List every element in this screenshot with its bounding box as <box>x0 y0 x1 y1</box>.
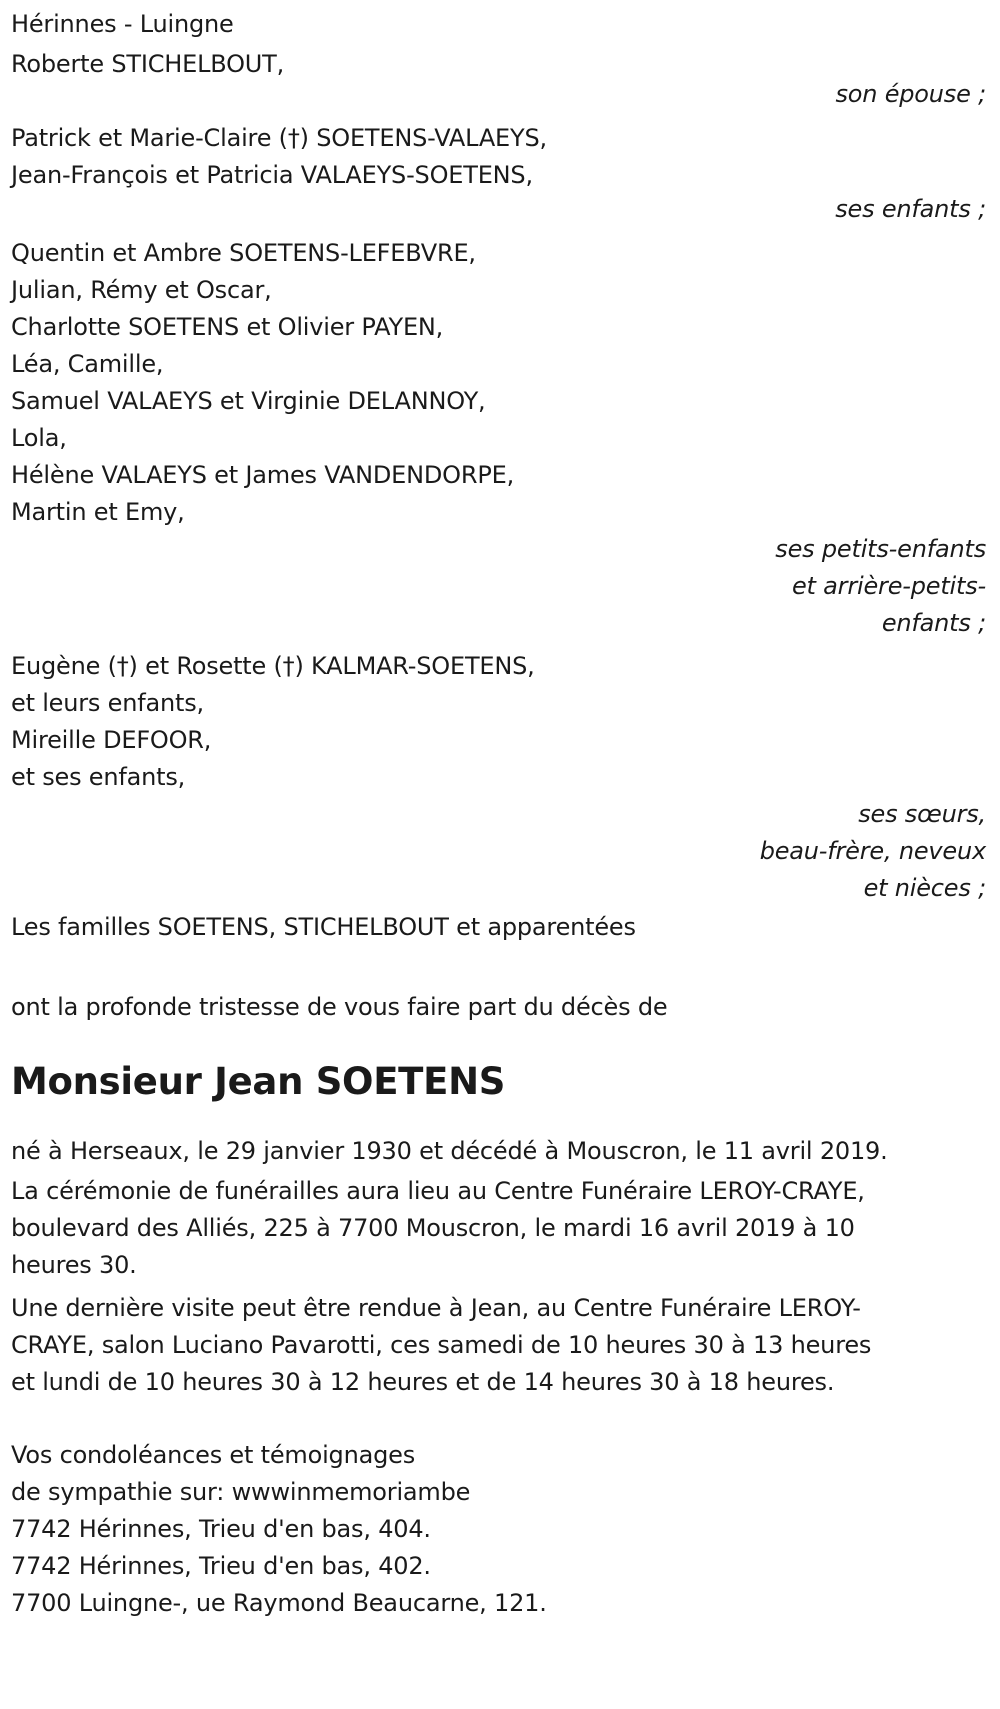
condolences-line: de sympathie sur: wwwinmemoriambe <box>11 1478 471 1506</box>
ceremony-line: La cérémonie de funérailles aura lieu au Centre Funéraire LEROY-CRAYE, <box>11 1177 865 1205</box>
grandchild-name: Julian, Rémy et Oscar, <box>11 276 272 304</box>
grandchild-name: Martin et Emy, <box>11 498 185 526</box>
ceremony-paragraph <box>11 1173 986 1284</box>
sibling-name: et ses enfants, <box>11 763 186 791</box>
spouse-role: son épouse ; <box>835 80 986 108</box>
grandchild-name: Hélène VALAEYS et James VANDENDORPE, <box>11 461 515 489</box>
grandchildren-role: et arrière-petits- <box>791 572 986 600</box>
grandchild-name: Samuel VALAEYS et Virginie DELANNOY, <box>11 387 486 415</box>
announcement-line: ont la profonde tristesse de vous faire part du décès de <box>11 993 668 1021</box>
visit-line: CRAYE, salon Luciano Pavarotti, ces samedi de 10 heures 30 à 13 heures <box>11 1331 872 1359</box>
siblings-role: beau-frère, neveux <box>759 837 986 865</box>
grandchild-name: Quentin et Ambre SOETENS-LEFEBVRE, <box>11 239 476 267</box>
ceremony-line: heures 30. <box>11 1251 137 1279</box>
grandchild-name: Charlotte SOETENS et Olivier PAYEN, <box>11 313 444 341</box>
sibling-name: et leurs enfants, <box>11 689 204 717</box>
condolences-line: Vos condoléances et témoignages <box>11 1441 415 1469</box>
children-role: ses enfants ; <box>835 195 986 223</box>
visit-line: et lundi de 10 heures 30 à 12 heures et de 14 heures 30 à 18 heures. <box>11 1368 835 1396</box>
address-line: 7700 Luingne-, ue Raymond Beaucarne, 121. <box>11 1589 547 1617</box>
children-name: Patrick et Marie-Claire (†) SOETENS-VALAEYS, <box>11 124 547 152</box>
address-line: 7742 Hérinnes, Trieu d'en bas, 404. <box>11 1515 431 1543</box>
sibling-name: Mireille DEFOOR, <box>11 726 212 754</box>
sibling-name: Eugène (†) et Rosette (†) KALMAR-SOETENS, <box>11 652 535 680</box>
siblings-role: ses sœurs, <box>858 800 986 828</box>
grandchildren-role: enfants ; <box>881 609 986 637</box>
birth-death-line: né à Herseaux, le 29 janvier 1930 et décédé à Mouscron, le 11 avril 2019. <box>11 1137 888 1165</box>
grandchildren-role: ses petits-enfants <box>775 535 986 563</box>
grandchild-name: Léa, Camille, <box>11 350 164 378</box>
ceremony-line: boulevard des Alliés, 225 à 7700 Mouscron, le mardi 16 avril 2019 à 10 <box>11 1214 855 1242</box>
location-line: Hérinnes - Luingne <box>11 10 234 38</box>
obituary-notice <box>11 0 985 1622</box>
children-name: Jean-François et Patricia VALAEYS-SOETENS, <box>11 161 533 189</box>
visit-paragraph <box>11 1290 986 1401</box>
siblings-role: et nièces ; <box>863 874 986 902</box>
deceased-name: Monsieur Jean SOETENS <box>11 1060 506 1103</box>
condolences-block <box>11 1437 986 1622</box>
families-line: Les familles SOETENS, STICHELBOUT et apparentées <box>11 913 636 941</box>
grandchild-name: Lola, <box>11 424 67 452</box>
visit-line: Une dernière visite peut être rendue à Jean, au Centre Funéraire LEROY- <box>11 1294 861 1322</box>
spouse-name: Roberte STICHELBOUT, <box>11 50 285 78</box>
address-line: 7742 Hérinnes, Trieu d'en bas, 402. <box>11 1552 431 1580</box>
